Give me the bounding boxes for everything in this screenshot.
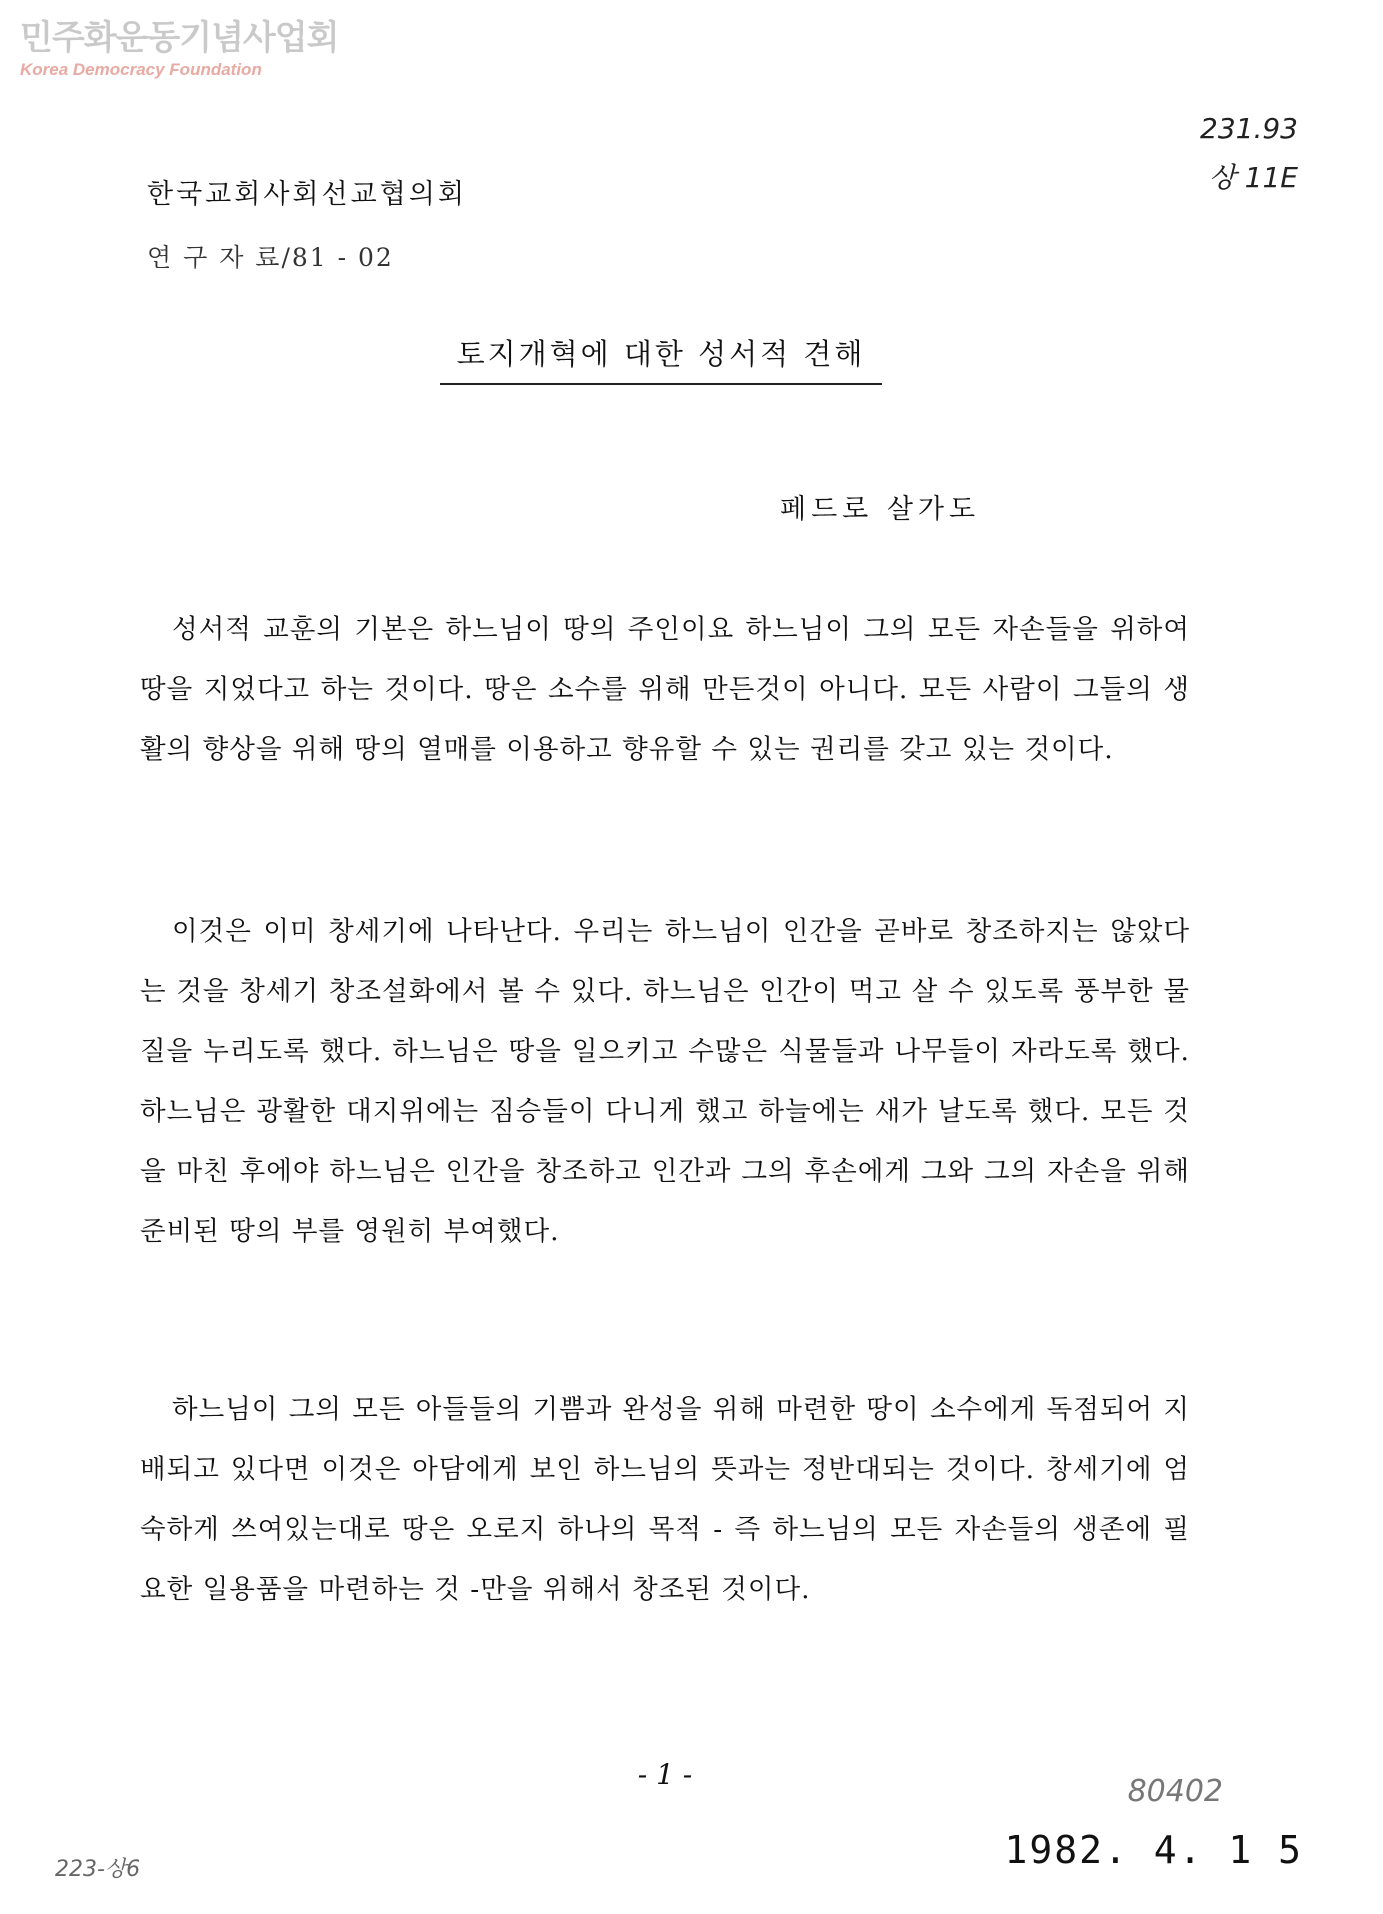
date-stamp: 1982. 4. 1 5 xyxy=(1004,1828,1303,1872)
watermark-korean: 민주화운동기념사업회 xyxy=(20,18,339,58)
body-paragraph: 이것은 이미 창세기에 나타난다. 우리는 하느님이 인간을 곧바로 창조하지는 않았다는 것을 창세기 창조설화에서 볼 수 있다. 하느님은 인간이 먹고 살 수 있도록 풍부한 물질을 누리도록 했다. 하느님은 땅을 일으키고 수많은 식물들과 나무들이 자라도록 했다. 하느님은 광활한 대지위에는 짐승들이 다니게 했고 하늘에는 새가 날도록 했다. 모든 것을 마친 후에야 하느님은 인간을 창조하고 인간과 그의 후손에게 그와 그의 자손을 위해 준비된 땅의 부를 영원히 부여했다. xyxy=(140,916,1190,1247)
watermark-english: Korea Democracy Foundation xyxy=(20,60,262,79)
page-number: - 1 - xyxy=(637,1758,693,1791)
watermark-logo xyxy=(20,18,338,80)
body-paragraph: 성서적 교훈의 기본은 하느님이 땅의 주인이요 하느님이 그의 모든 자손들을 위하여 땅을 지었다고 하는 것이다. 땅은 소수를 위해 만든것이 아니다. 모든 사람이 그들의 생활의 향상을 위해 땅의 열매를 이용하고 향유할 수 있는 권리를 갖고 있는 것이다. xyxy=(140,614,1190,765)
document-reference: 연 구 자 료/81 - 02 xyxy=(147,243,394,272)
handwritten-shelf-mark: 223-상6 xyxy=(55,1857,141,1882)
document-title: 토지개혁에 대한 성서적 견해 xyxy=(440,332,882,385)
handwritten-archive-code: 상 11E xyxy=(1208,161,1298,194)
organization-name: 한국교회사회선교협의회 xyxy=(147,179,467,210)
handwritten-file-number: 80402 xyxy=(1127,1774,1223,1809)
handwritten-archive-number: 231.93 xyxy=(1200,112,1298,145)
author-name: 페드로 살가도 xyxy=(780,494,981,525)
body-paragraph: 하느님이 그의 모든 아들들의 기쁨과 완성을 위해 마련한 땅이 소수에게 독점되어 지배되고 있다면 이것은 아담에게 보인 하느님의 뜻과는 정반대되는 것이다. 창세기에 엄숙하게 쓰여있는대로 땅은 오로지 하나의 목적 - 즉 하느님의 모든 자손들의 생존에 필요한 일용품을 마련하는 것 -만을 위해서 창조된 것이다. xyxy=(140,1394,1190,1605)
